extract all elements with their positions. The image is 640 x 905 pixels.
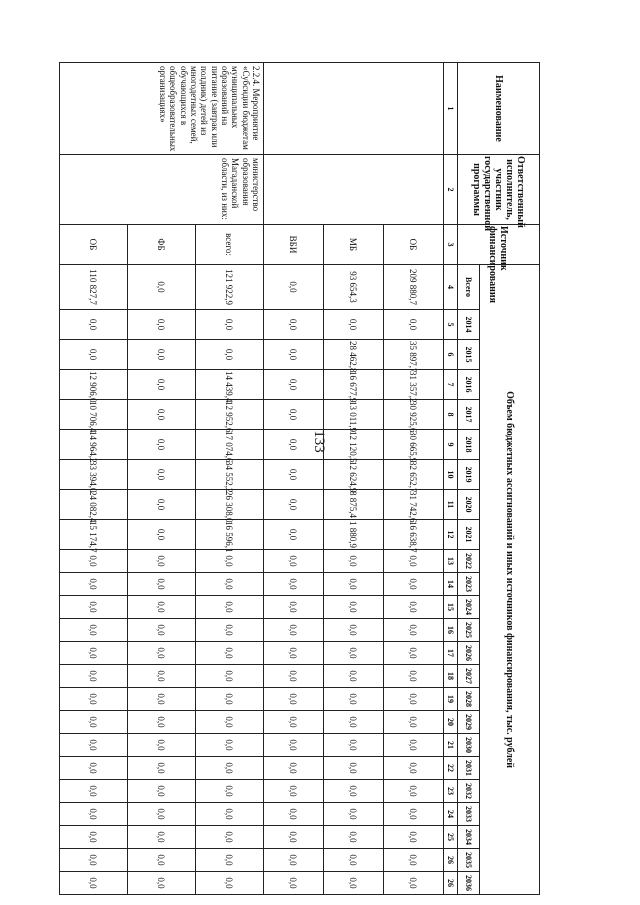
source-cell: всего: [196,225,264,265]
column-number: 16 [444,619,458,642]
header-year-2030: 2030 [458,734,480,757]
total-cell: 0,0 [264,265,324,310]
value-cell: 0,0 [196,642,264,665]
total-cell: 0,0 [128,265,196,310]
value-cell: 0,0 [128,780,196,803]
value-cell: 0,0 [60,688,128,711]
value-cell: 0,0 [384,826,444,849]
column-number: 7 [444,370,458,400]
value-cell: 0,0 [264,340,324,370]
value-cell: 0,0 [384,849,444,872]
value-cell: 0,0 [128,520,196,550]
value-cell: 14 439,4 [196,370,264,400]
value-cell: 0,0 [324,310,384,340]
total-cell: 93 654,3 [324,265,384,310]
header-year-2020: 2020 [458,490,480,520]
budget-table [59,62,540,895]
value-cell: 12 906,0 [60,370,128,400]
value-cell: 35 897,7 [384,340,444,370]
value-cell: 30 665,9 [384,430,444,460]
value-cell: 0,0 [264,826,324,849]
value-cell: 16 596,1 [196,520,264,550]
header-year-2019: 2019 [458,460,480,490]
table-row [384,63,444,895]
header-year-2034: 2034 [458,826,480,849]
header-total: Всего [458,265,480,310]
budget-table-sheet [60,62,540,892]
source-cell: МБ [324,225,384,265]
value-cell: 0,0 [196,550,264,573]
value-cell: 0,0 [384,757,444,780]
value-cell: 0,0 [196,596,264,619]
value-cell: 0,0 [128,619,196,642]
column-number: 8 [444,400,458,430]
value-cell: 0,0 [324,872,384,895]
rotated-table-wrapper [60,62,540,892]
value-cell: 0,0 [128,711,196,734]
table-row [196,63,264,895]
value-cell: 0,0 [60,826,128,849]
value-cell: 0,0 [264,849,324,872]
value-cell: 1 880,9 [324,520,384,550]
column-number: 15 [444,596,458,619]
value-cell: 0,0 [60,665,128,688]
value-cell: 0,0 [196,849,264,872]
source-cell: ФБ [128,225,196,265]
value-cell: 0,0 [60,340,128,370]
value-cell: 0,0 [60,550,128,573]
source-cell: ВБИ [264,225,324,265]
value-cell: 0,0 [60,780,128,803]
value-cell: 0,0 [264,520,324,550]
value-cell: 0,0 [128,400,196,430]
value-cell: 0,0 [196,780,264,803]
value-cell: 0,0 [60,619,128,642]
value-cell: 0,0 [384,734,444,757]
value-cell: 0,0 [264,711,324,734]
value-cell: 0,0 [324,688,384,711]
value-cell: 16 677,9 [324,370,384,400]
value-cell: 0,0 [128,573,196,596]
header-year-2015: 2015 [458,340,480,370]
value-cell: 32 652,7 [384,460,444,490]
value-cell: 0,0 [324,665,384,688]
value-cell: 24 082,4 [60,490,128,520]
value-cell: 0,0 [60,803,128,826]
header-year-2022: 2022 [458,550,480,573]
value-cell: 0,0 [196,340,264,370]
header-year-2031: 2031 [458,757,480,780]
value-cell: 0,0 [128,826,196,849]
value-cell: 0,0 [264,400,324,430]
value-cell: 0,0 [384,619,444,642]
value-cell: 0,0 [264,688,324,711]
header-year-2035: 2035 [458,849,480,872]
value-cell: 0,0 [196,826,264,849]
value-cell: 0,0 [60,642,128,665]
column-number: 25 [444,826,458,849]
value-cell: 0,0 [384,803,444,826]
value-cell: 0,0 [196,310,264,340]
value-cell: 0,0 [128,490,196,520]
value-cell: 0,0 [264,757,324,780]
header-year-2016: 2016 [458,370,480,400]
column-number: 17 [444,642,458,665]
column-number: 12 [444,520,458,550]
value-cell: 0,0 [196,619,264,642]
value-cell: 0,0 [264,490,324,520]
value-cell: 0,0 [264,370,324,400]
value-cell: 14 964,2 [60,430,128,460]
value-cell: 0,0 [196,803,264,826]
value-cell: 0,0 [128,665,196,688]
value-cell: 0,0 [384,550,444,573]
value-cell: 0,0 [324,734,384,757]
column-number: 20 [444,711,458,734]
column-number: 22 [444,757,458,780]
header-year-2014: 2014 [458,310,480,340]
value-cell: 0,0 [264,573,324,596]
responsible-cell-empty [264,155,444,225]
header-year-2036: 2036 [458,872,480,895]
measure-name: 2.2.4. Мероприятие «Субсидии бюджетам муниципальных образований на питание (завтрак или полдник) детей из многодетных семей, обучающихся в общеобразовательных организациях» [60,63,264,155]
value-cell: 0,0 [128,872,196,895]
column-number: 24 [444,803,458,826]
value-cell: 0,0 [264,430,324,460]
column-number: 18 [444,665,458,688]
value-cell: 0,0 [60,573,128,596]
value-cell: 0,0 [324,596,384,619]
total-cell: 121 922,9 [196,265,264,310]
value-cell: 0,0 [196,734,264,757]
value-cell: 0,0 [128,460,196,490]
value-cell: 0,0 [196,757,264,780]
value-cell: 0,0 [128,310,196,340]
value-cell: 0,0 [324,826,384,849]
value-cell: 28 462,8 [324,340,384,370]
value-cell: 0,0 [128,803,196,826]
column-number: 11 [444,490,458,520]
value-cell: 0,0 [384,665,444,688]
value-cell: 0,0 [128,340,196,370]
header-year-2033: 2033 [458,803,480,826]
column-number: 5 [444,310,458,340]
column-number: 21 [444,734,458,757]
value-cell: 12 952,6 [196,400,264,430]
header-year-2024: 2024 [458,596,480,619]
column-number: 3 [444,225,458,265]
value-cell: 0,0 [324,550,384,573]
value-cell: 8 875,4 [324,490,384,520]
value-cell: 0,0 [324,619,384,642]
column-number: 6 [444,340,458,370]
value-cell: 0,0 [128,596,196,619]
value-cell: 0,0 [384,688,444,711]
header-year-2018: 2018 [458,430,480,460]
value-cell: 0,0 [60,711,128,734]
header-year-2026: 2026 [458,642,480,665]
table-body [60,63,444,895]
value-cell: 0,0 [384,780,444,803]
total-cell: 110 827,7 [60,265,128,310]
value-cell: 0,0 [196,665,264,688]
value-cell: 31 357,2 [384,370,444,400]
value-cell: 0,0 [128,430,196,460]
value-cell: 0,0 [384,872,444,895]
value-cell: 0,0 [128,849,196,872]
value-cell: 0,0 [60,757,128,780]
value-cell: 0,0 [324,849,384,872]
value-cell: 0,0 [384,310,444,340]
measure-responsible: министерство образования Магаданской области, из них: [60,155,264,225]
value-cell: 0,0 [324,711,384,734]
value-cell: 34 552,2 [196,460,264,490]
column-number: 13 [444,550,458,573]
value-cell: 0,0 [324,757,384,780]
value-cell: 0,0 [264,665,324,688]
value-cell: 0,0 [60,596,128,619]
value-cell: 0,0 [384,573,444,596]
value-cell: 0,0 [196,872,264,895]
source-cell: ОБ [60,225,128,265]
value-cell: 0,0 [128,757,196,780]
header-year-2029: 2029 [458,711,480,734]
value-cell: 0,0 [60,310,128,340]
value-cell: 0,0 [128,642,196,665]
value-cell: 0,0 [60,872,128,895]
column-number: 1 [444,63,458,155]
header-year-2017: 2017 [458,400,480,430]
value-cell: 0,0 [264,872,324,895]
value-cell: 12 120,5 [324,430,384,460]
value-cell: 0,0 [324,803,384,826]
value-cell: 0,0 [324,780,384,803]
header-year-2023: 2023 [458,573,480,596]
value-cell: 0,0 [384,596,444,619]
value-cell: 0,0 [264,642,324,665]
header-year-2028: 2028 [458,688,480,711]
value-cell: 26 308,0 [196,490,264,520]
column-number: 4 [444,265,458,310]
value-cell: 0,0 [128,734,196,757]
header-responsible: Ответственный исполнитель, участник государственной программы [458,155,540,225]
value-cell: 0,0 [264,780,324,803]
value-cell: 0,0 [324,642,384,665]
value-cell: 0,0 [264,619,324,642]
value-cell: 0,0 [264,803,324,826]
value-cell: 0,0 [264,550,324,573]
column-number: 26 [444,872,458,895]
value-cell: 0,0 [384,711,444,734]
value-cell: 0,0 [264,460,324,490]
column-number: 10 [444,460,458,490]
header-year-2025: 2025 [458,619,480,642]
value-cell: 0,0 [60,734,128,757]
total-cell: 209 880,7 [384,265,444,310]
column-number: 19 [444,688,458,711]
value-cell: 13 011,9 [324,400,384,430]
value-cell: 17 074,6 [196,430,264,460]
value-cell: 12 624,9 [324,460,384,490]
column-number: 23 [444,780,458,803]
header-year-2027: 2027 [458,665,480,688]
header-source: Источник финансирования [458,225,540,265]
header-year-2021: 2021 [458,520,480,550]
column-number: 14 [444,573,458,596]
value-cell: 0,0 [196,711,264,734]
value-cell: 0,0 [264,734,324,757]
value-cell: 0,0 [60,849,128,872]
value-cell: 30 925,6 [384,400,444,430]
header-year-2032: 2032 [458,780,480,803]
value-cell: 0,0 [196,573,264,596]
value-cell: 0,0 [128,370,196,400]
value-cell: 16 638,7 [384,520,444,550]
header-volume: Объем бюджетных ассигнований и иных источников финансирования, тыс. рублей [480,265,540,895]
column-number: 9 [444,430,458,460]
value-cell: 0,0 [324,573,384,596]
name-cell-empty [264,63,444,155]
value-cell: 0,0 [128,550,196,573]
value-cell: 10 706,4 [60,400,128,430]
value-cell: 0,0 [128,688,196,711]
column-numbers-row [444,63,458,895]
value-cell: 0,0 [264,310,324,340]
value-cell: 0,0 [264,596,324,619]
value-cell: 31 742,6 [384,490,444,520]
column-number: 2 [444,155,458,225]
value-cell: 0,0 [196,688,264,711]
page-number: 133 [310,430,327,453]
header-name: Наименование [458,63,540,155]
value-cell: 15 174,7 [60,520,128,550]
source-cell: ОБ [384,225,444,265]
column-number: 26 [444,849,458,872]
value-cell: 0,0 [384,642,444,665]
value-cell: 33 394,0 [60,460,128,490]
